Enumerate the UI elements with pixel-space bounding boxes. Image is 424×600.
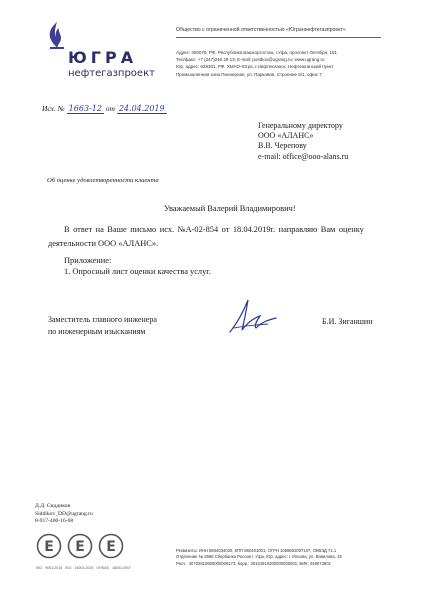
executor-block	[35, 503, 93, 526]
addressee-line: ООО «АЛАНС»	[258, 131, 314, 141]
addressee-line: Генеральному директору	[258, 121, 343, 130]
executor-phone: 8-917-400-16-68	[35, 518, 74, 525]
logo-word-neftegazproekt: нефтегазпроект	[68, 68, 155, 79]
cert-mark-icon	[67, 533, 93, 559]
outgoing-date: 24.04.2019	[118, 104, 165, 113]
bank-line: Реквизиты: ИНН 8604034025, КПП 860401001, ОГРН 1058602007107, ОКВЭД 71.1	[176, 548, 337, 553]
cert-mark-icon	[36, 533, 62, 559]
outgoing-from: от	[105, 104, 115, 113]
signer-position-line-2: по инженерным изысканиям	[48, 327, 146, 336]
signer-position-line-1: Заместитель главного инженера	[48, 315, 157, 324]
logo-word-ugra: ЮГРА	[68, 48, 138, 67]
attachment-title: Приложение:	[64, 256, 112, 265]
svg-text:E: E	[44, 539, 54, 555]
certification-marks	[36, 533, 146, 569]
body-line-2: деятельности ООО «АЛАНС».	[48, 239, 159, 248]
subject: Об оценке удовлетворенности клиента	[47, 177, 159, 184]
bank-requisites	[176, 548, 342, 567]
salutation: Уважаемый Валерий Владимирович!	[164, 204, 296, 213]
svg-text:E: E	[106, 539, 116, 555]
requisites	[176, 49, 337, 78]
signer-name: Б.И. Зиганшин	[322, 317, 373, 326]
executor-email: Siddikov_DD@ugrang.ru	[35, 510, 93, 517]
cert-labels	[36, 566, 131, 570]
outgoing-prefix: Исх. №	[42, 104, 65, 113]
requisite-line: Тел/факс: +7 (347)246 29 13; E-mail: postbox@ugrang.ru; www.ugrang.ru	[176, 57, 325, 63]
addressee-block	[258, 121, 348, 162]
bank-line: Расч.: 40702810606000006173; Корр.: 30101810300000000601; БИК: 048073601	[176, 560, 331, 566]
outgoing-number	[42, 104, 167, 114]
company-logo	[44, 18, 164, 78]
bank-line: Отделение № 8598 Сбербанка России г. Уфа, Юр. адрес: г. Москва, ул. Вавилова, 19	[176, 554, 342, 560]
cert-label: ISO 9001:2015	[36, 566, 63, 570]
requisite-line: Юр. адрес: 628301, РФ, ХМАО-Югра, г.Нефтеюганск, Нефтеюганский пункт	[176, 64, 334, 70]
attachment-item: 1. Опросный лист оценки качества услуг.	[64, 267, 211, 276]
flame-icon	[46, 20, 68, 50]
header-divider	[176, 37, 381, 38]
executor-name: Д.Д. Сиддиков	[35, 503, 71, 509]
org-title: Общество с ограниченной ответственностью «Юграннефтегазпроект»	[176, 27, 346, 33]
body-line-1: В ответ на Ваше письмо исх. №А-02-854 от 18.04.2019г. направляю Вам оценку	[64, 225, 364, 234]
cert-label: ISO 14001:2015	[65, 566, 94, 570]
outgoing-number-value: 1663-12	[68, 104, 102, 113]
cert-mark-icon	[98, 533, 124, 559]
requisite-line: Промышленная зона Пионерная, ул. Парковая, Строение 5/1, офис 7	[176, 71, 322, 77]
requisite-line: Адрес: 450075, РФ, Республика Башкортостан, г.Уфа, проспект Октября, 151	[176, 50, 338, 55]
cert-label: OHSAS 18001:2007	[96, 566, 131, 570]
handwritten-signature	[224, 292, 284, 338]
addressee-line: e-mail: office@ooo-alans.ru	[258, 151, 349, 161]
svg-text:E: E	[75, 539, 85, 555]
addressee-line: В.В. Черепову	[258, 141, 307, 151]
